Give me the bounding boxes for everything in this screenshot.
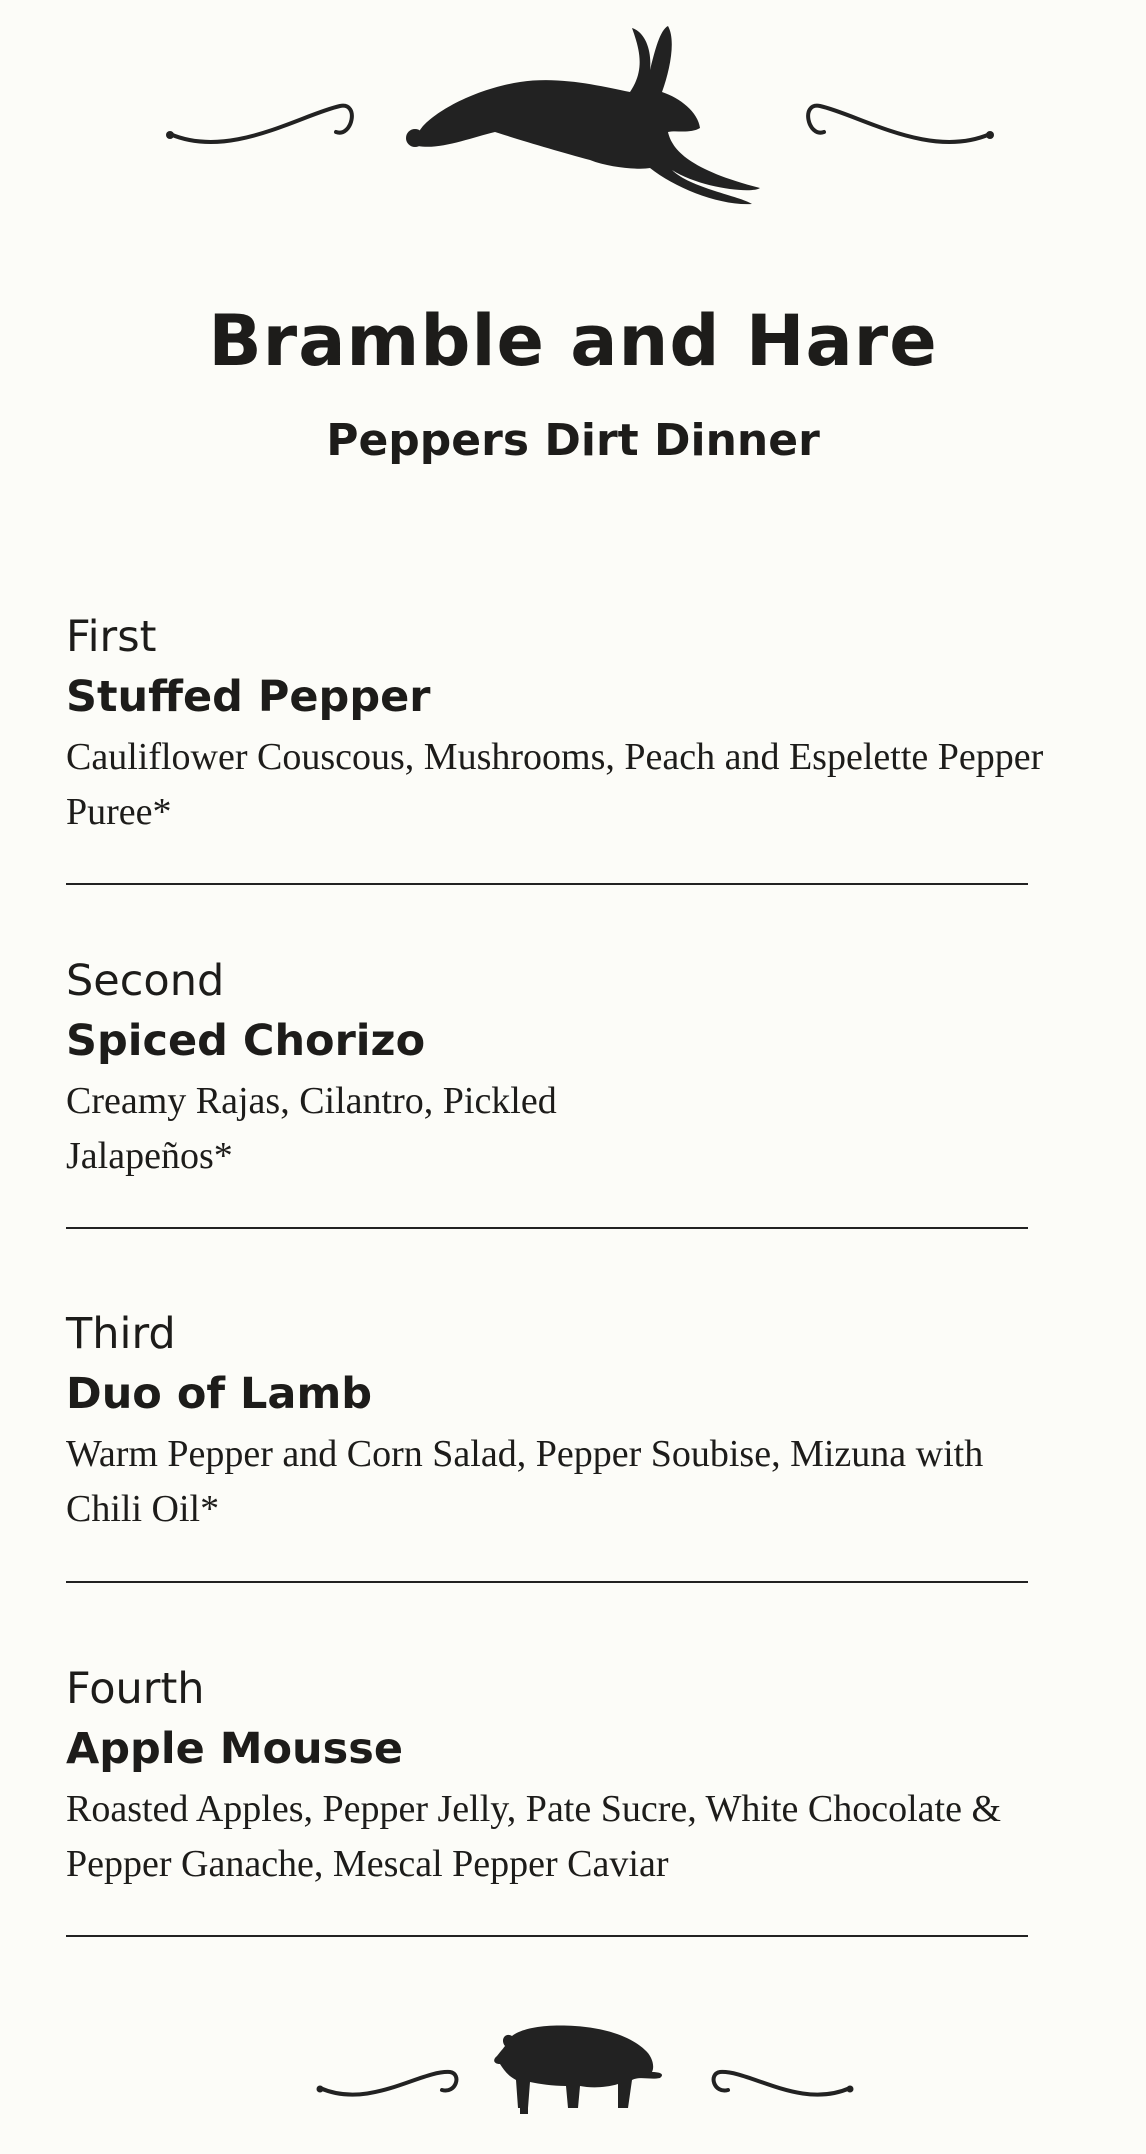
course-third — [66, 1305, 1116, 1537]
course-number: Second — [66, 956, 225, 1006]
right-flourish-icon — [714, 2072, 850, 2095]
hare-icon — [406, 26, 760, 204]
course-divider — [66, 883, 1028, 885]
course-divider — [66, 1935, 1028, 1937]
course-number: Fourth — [66, 1664, 205, 1714]
course-description: Warm Pepper and Corn Salad, Pepper Soubise, Mizuna with Chili Oil* — [66, 1433, 984, 1530]
course-number: Third — [66, 1309, 176, 1359]
left-flourish-icon — [170, 106, 352, 142]
bottom-ornament — [0, 2010, 1146, 2120]
course-divider — [66, 1581, 1028, 1583]
course-description: Creamy Rajas, Cilantro, Pickled Jalapeños* — [66, 1080, 557, 1177]
course-dish: Duo of Lamb — [66, 1369, 373, 1419]
course-dish: Apple Mousse — [66, 1724, 404, 1774]
top-ornament-graphic — [0, 20, 1146, 210]
left-flourish-icon — [320, 2072, 456, 2095]
pig-icon — [494, 2025, 662, 2114]
course-number: First — [66, 612, 157, 662]
course-second — [66, 952, 1116, 1184]
course-divider — [66, 1227, 1028, 1229]
course-first — [66, 608, 1116, 840]
event-subtitle: Peppers Dirt Dinner — [326, 415, 820, 466]
top-ornament — [0, 20, 1146, 210]
course-dish: Stuffed Pepper — [66, 672, 431, 722]
restaurant-title: Bramble and Hare — [208, 300, 938, 382]
course-dish: Spiced Chorizo — [66, 1016, 426, 1066]
bottom-ornament-graphic — [0, 2010, 1146, 2120]
course-description: Cauliflower Couscous, Mushrooms, Peach and Espelette Pepper Puree* — [66, 736, 1044, 833]
course-description: Roasted Apples, Pepper Jelly, Pate Sucre, White Chocolate & Pepper Ganache, Mescal Pepper Caviar — [66, 1788, 1002, 1885]
right-flourish-icon — [808, 106, 990, 142]
course-fourth — [66, 1660, 1116, 1892]
